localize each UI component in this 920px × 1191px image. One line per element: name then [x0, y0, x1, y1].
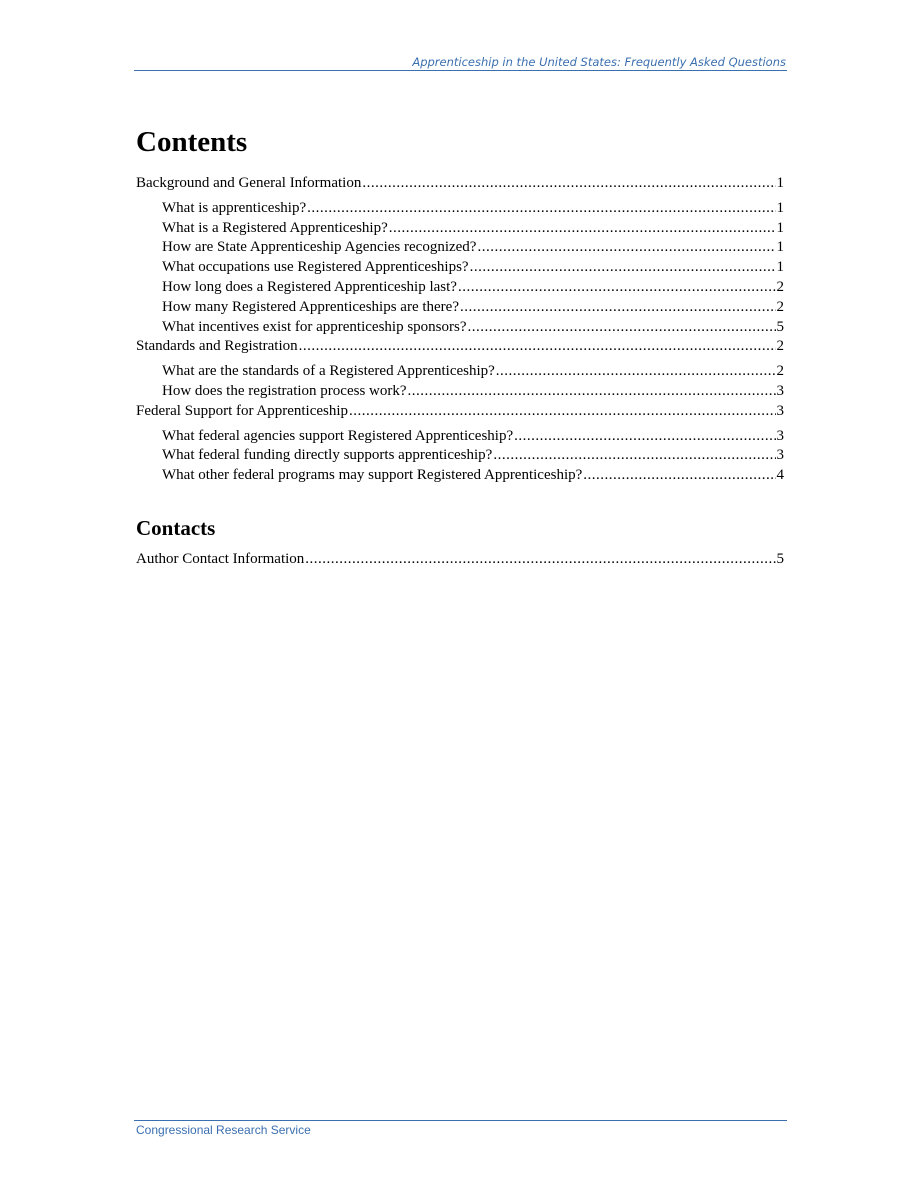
contacts-title: Contacts	[136, 516, 216, 540]
toc-entry-label: What is apprenticeship?	[162, 199, 307, 216]
toc-entry[interactable]	[136, 199, 784, 219]
footer-text: Congressional Research Service	[136, 1123, 311, 1137]
toc-page-number: 3	[776, 447, 784, 464]
toc-section-label: Federal Support for Apprenticeship	[136, 402, 349, 419]
toc-page-number: 3	[776, 427, 784, 444]
toc-entry-label: How many Registered Apprenticeships are there?	[162, 298, 459, 315]
toc-entry-label: What incentives exist for apprenticeship sponsors?	[162, 318, 467, 335]
toc-entry[interactable]	[136, 382, 784, 402]
toc-entry[interactable]	[136, 446, 784, 466]
toc-entry-label: What are the standards of a Registered Apprenticeship?	[162, 363, 495, 380]
toc-leader-dots	[349, 402, 775, 422]
toc-page-number: 4	[776, 467, 784, 484]
toc-page-number: 3	[776, 382, 784, 399]
toc-page-number: 3	[776, 402, 784, 419]
toc-entry[interactable]	[136, 219, 784, 239]
toc-page-number: 1	[776, 199, 784, 216]
toc-leader-dots	[307, 199, 775, 219]
toc-page-number: 1	[776, 219, 784, 236]
toc-leader-dots	[583, 466, 775, 486]
toc-leader-dots	[389, 219, 776, 239]
toc-leader-dots	[477, 238, 775, 258]
toc-leader-dots	[514, 427, 775, 447]
toc-entry-label: How long does a Registered Apprenticeship last?	[162, 278, 457, 295]
toc-entry-label: How are State Apprenticeship Agencies recognized?	[162, 239, 477, 256]
toc-section-federal-support[interactable]	[136, 402, 784, 422]
toc-entry-label: Author Contact Information	[136, 551, 305, 567]
toc-page-number: 5	[776, 551, 784, 567]
toc-section-label: Background and General Information	[136, 175, 362, 191]
table-of-contents	[136, 174, 784, 486]
toc-entry[interactable]	[136, 258, 784, 278]
toc-entry-label: What occupations use Registered Apprenticeships?	[162, 259, 469, 276]
footer-rule	[134, 1120, 787, 1121]
toc-section-standards[interactable]	[136, 337, 784, 357]
toc-entry-author-contact[interactable]	[136, 550, 784, 570]
toc-leader-dots	[305, 550, 775, 570]
toc-entry[interactable]	[136, 362, 784, 382]
toc-entry[interactable]	[136, 278, 784, 298]
toc-page-number: 2	[776, 363, 784, 380]
toc-page-number: 2	[776, 298, 784, 315]
toc-page-number: 1	[776, 259, 784, 276]
page-title: Contents	[136, 126, 248, 158]
toc-entry-label: What is a Registered Apprenticeship?	[162, 219, 388, 236]
toc-section-background[interactable]	[136, 174, 784, 194]
toc-entry[interactable]	[136, 298, 784, 318]
toc-leader-dots	[362, 174, 775, 194]
toc-entry[interactable]	[136, 318, 784, 338]
toc-page-number: 1	[776, 175, 784, 191]
toc-page-number: 2	[776, 278, 784, 295]
toc-entry[interactable]	[136, 427, 784, 447]
toc-leader-dots	[458, 278, 776, 298]
running-header: Apprenticeship in the United States: Frequently Asked Questions	[412, 55, 786, 69]
toc-page-number: 2	[776, 338, 784, 355]
toc-page-number: 5	[776, 318, 784, 335]
header-rule	[134, 70, 787, 71]
toc-leader-dots	[408, 382, 776, 402]
toc-entry-label: What federal agencies support Registered Apprenticeship?	[162, 427, 514, 444]
contacts-list	[136, 550, 784, 570]
toc-section-label: Standards and Registration	[136, 338, 298, 355]
toc-entry-label: How does the registration process work?	[162, 382, 407, 399]
toc-page-number: 1	[776, 239, 784, 256]
toc-leader-dots	[299, 337, 776, 357]
toc-leader-dots	[468, 318, 776, 338]
toc-entry-label: What other federal programs may support Registered Apprenticeship?	[162, 467, 583, 484]
toc-leader-dots	[460, 298, 776, 318]
toc-entry[interactable]	[136, 466, 784, 486]
toc-entry-label: What federal funding directly supports apprenticeship?	[162, 447, 493, 464]
toc-leader-dots	[493, 446, 775, 466]
toc-leader-dots	[496, 362, 776, 382]
toc-leader-dots	[470, 258, 776, 278]
toc-entry[interactable]	[136, 238, 784, 258]
